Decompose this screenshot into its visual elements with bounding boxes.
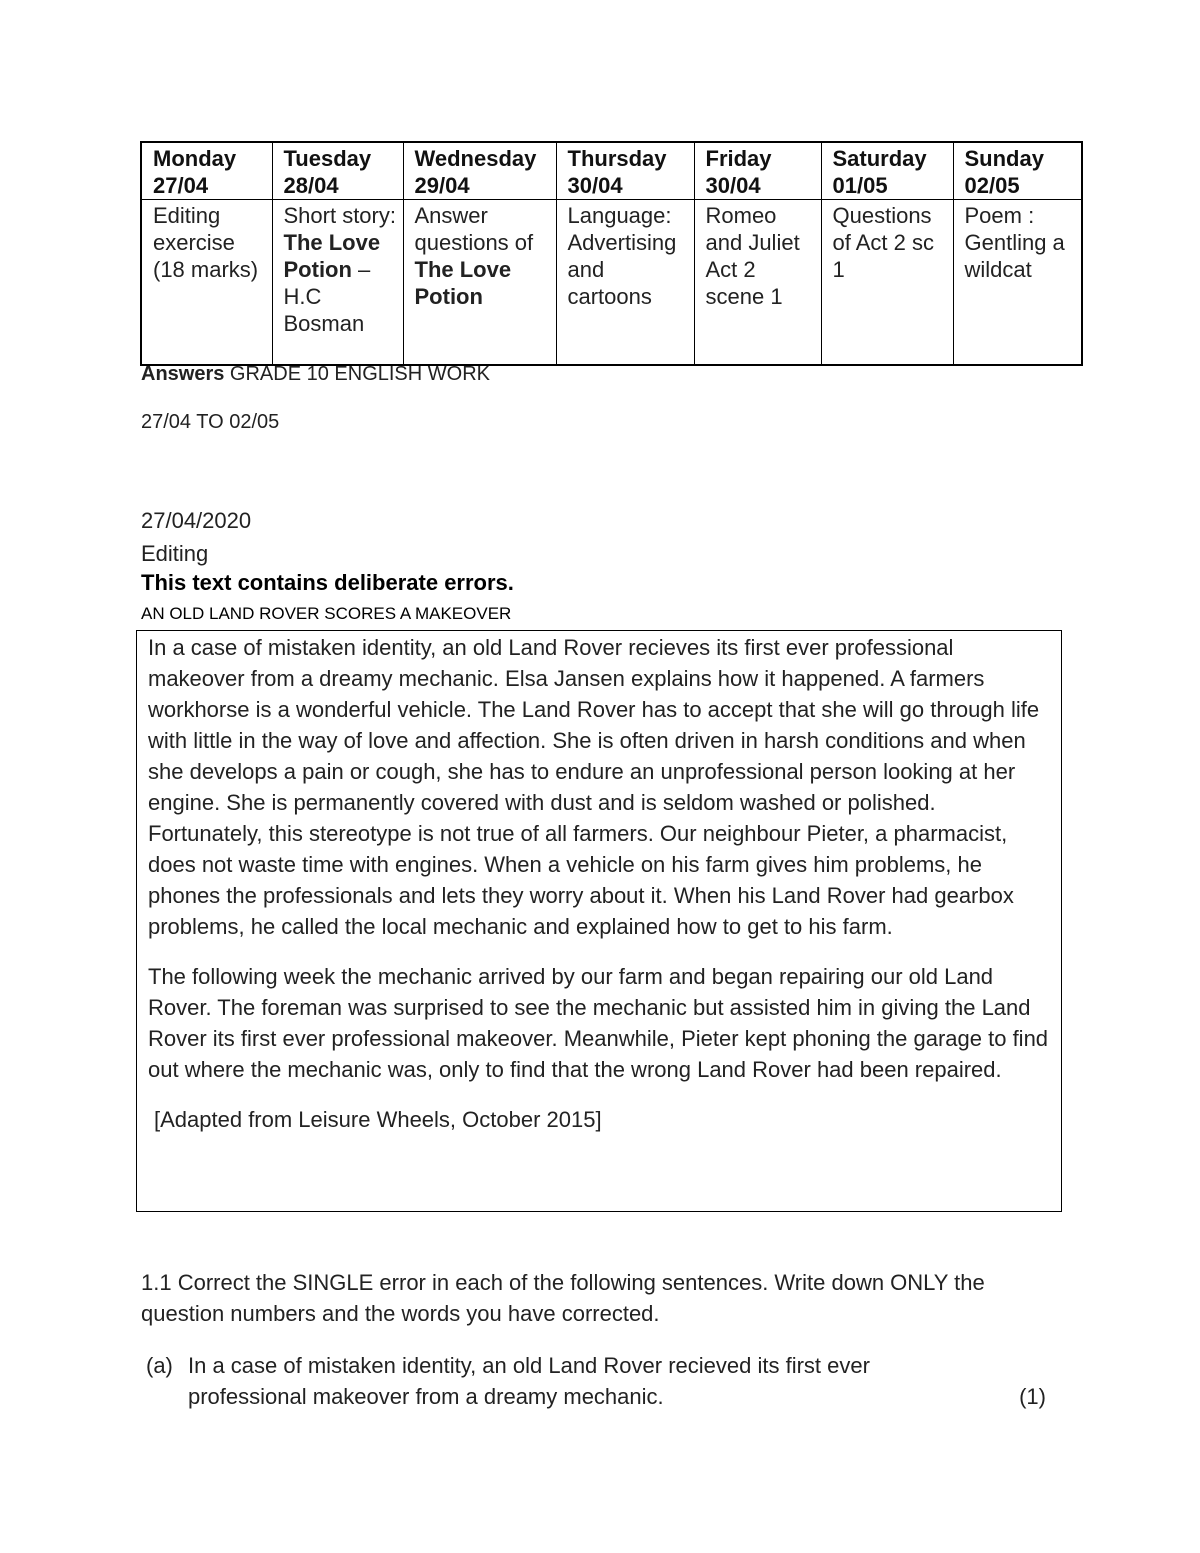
task-text: Short story: bbox=[283, 203, 396, 228]
task-text: Questions of Act 2 sc 1 bbox=[832, 203, 934, 282]
question-sentence-line: professional makeover from a dreamy mechanic. bbox=[188, 1384, 664, 1409]
article-text-box bbox=[136, 630, 1062, 1212]
day-header-cell: Sunday 02/05 bbox=[953, 142, 1082, 200]
day-header-cell: Tuesday 28/04 bbox=[272, 142, 403, 200]
task-text: Answer questions of bbox=[414, 203, 534, 255]
day-task-cell bbox=[694, 200, 821, 366]
day-task-cell bbox=[953, 200, 1082, 366]
task-text: Romeo and Juliet Act 2 scene 1 bbox=[705, 203, 800, 309]
day-header-cell: Friday 30/04 bbox=[694, 142, 821, 200]
date-range: 27/04 TO 02/05 bbox=[141, 411, 280, 433]
day-header-cell: Wednesday 29/04 bbox=[403, 142, 556, 200]
task-text: – H.C Bosman bbox=[283, 257, 371, 336]
answers-label: Answers bbox=[141, 363, 225, 385]
task-title: The Love Potion bbox=[414, 257, 512, 309]
question-label: (a) bbox=[146, 1353, 173, 1378]
question-marks: (1) bbox=[1019, 1384, 1046, 1409]
day-header-cell: Thursday 30/04 bbox=[556, 142, 694, 200]
question-instructions: 1.1 Correct the SINGLE error in each of the following sentences. Write down ONLY the question numbers and the words you have corrected. bbox=[141, 1270, 985, 1326]
day-task-cell bbox=[272, 200, 403, 366]
section-date: 27/04/2020 bbox=[141, 508, 252, 533]
schedule-task-row bbox=[141, 200, 1082, 366]
day-header-cell: Monday 27/04 bbox=[141, 142, 272, 200]
article-source: [Adapted from Leisure Wheels, October 2015] bbox=[154, 1107, 602, 1132]
day-task-cell bbox=[141, 200, 272, 366]
instruction-note: This text contains deliberate errors. bbox=[141, 570, 514, 595]
article-paragraph: The following week the mechanic arrived by our farm and began repairing our old Land Rover. The foreman was surprised to see the mechanic but assisted him in giving the Land Rover its first ever professional makeover. Meanwhile, Pieter kept phoning the garage to find out where the mechanic was, only to find that the wrong Land Rover had been repaired. bbox=[148, 964, 1049, 1082]
answers-heading bbox=[141, 362, 490, 386]
document-title: GRADE 10 ENGLISH WORK bbox=[224, 363, 490, 385]
weekly-schedule-table bbox=[140, 141, 1083, 366]
day-task-cell bbox=[556, 200, 694, 366]
task-text: Poem : Gentling a wildcat bbox=[964, 203, 1065, 282]
article-paragraph: In a case of mistaken identity, an old Land Rover recieves its first ever professional makeover from a dreamy mechanic. Elsa Jansen explains how it happened. A farmers workhorse is a wonderful vehicle. The Land Rover has to accept that she will go through life with little in the way of love and affection. She is often driven in harsh conditions and when she develops a pain or cough, she has to endure an unprofessional person looking at her engine. She is permanently covered with dust and is seldom washed or polished. Fortunately, this stereotype is not true of all farmers. Our neighbour Pieter, a pharmacist, does not waste time with engines. When a vehicle on his farm gives him problems, he phones the professionals and lets they worry about it. When his Land Rover had gearbox problems, he called the local mechanic and explained how to get to his farm. bbox=[148, 635, 1040, 939]
schedule-header-row bbox=[141, 142, 1082, 200]
section-topic: Editing bbox=[141, 541, 209, 566]
task-title: The Love Potion bbox=[283, 230, 381, 282]
task-text: Language: Advertising and cartoons bbox=[567, 203, 677, 309]
question-sentence-line: In a case of mistaken identity, an old Land Rover recieved its first ever bbox=[188, 1353, 870, 1378]
task-text: Editing exercise (18 marks) bbox=[153, 203, 259, 282]
day-header-cell: Saturday 01/05 bbox=[821, 142, 953, 200]
day-task-cell bbox=[403, 200, 556, 366]
article-title: AN OLD LAND ROVER SCORES A MAKEOVER bbox=[141, 604, 512, 623]
day-task-cell bbox=[821, 200, 953, 366]
